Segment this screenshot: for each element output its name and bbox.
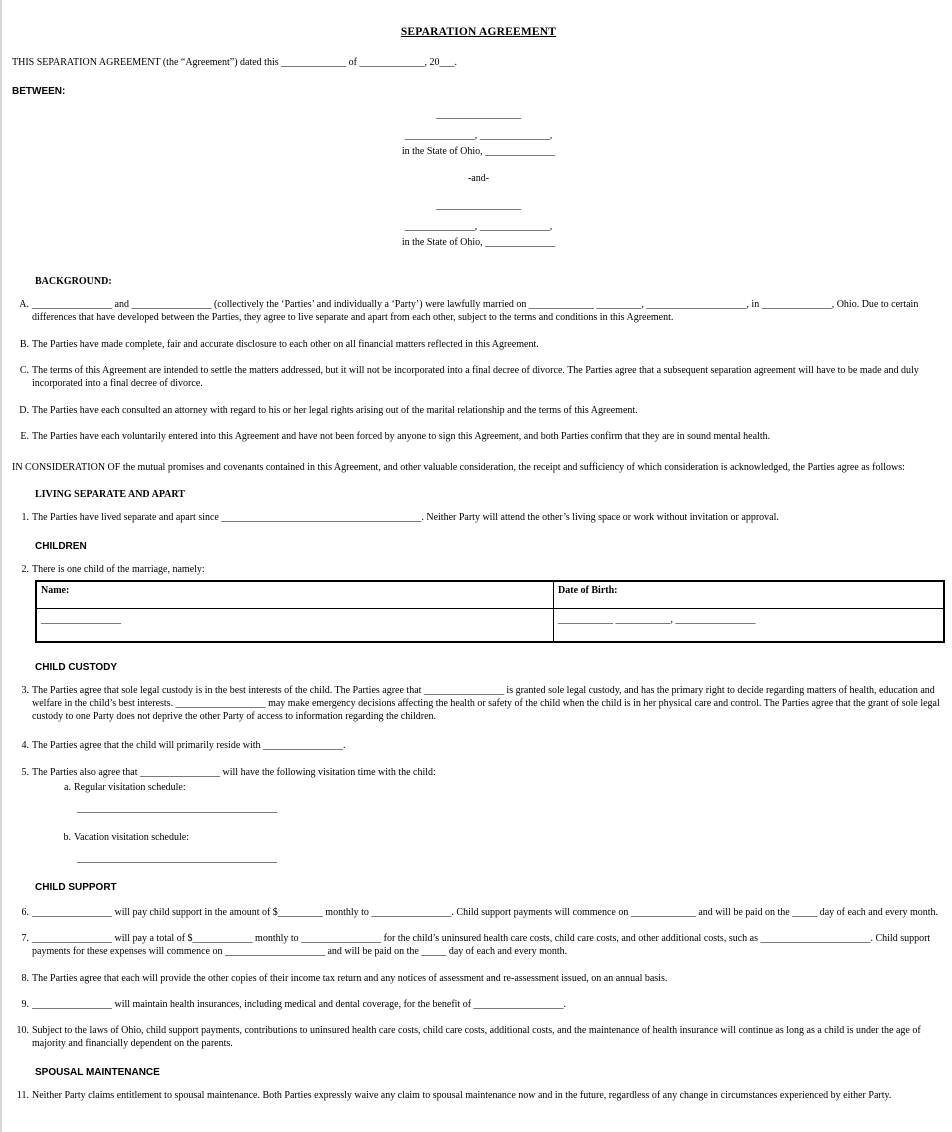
children-table	[35, 580, 945, 643]
vacation-visitation-blank: ________________________________________	[77, 852, 277, 864]
item-text: Vacation visitation schedule:	[74, 831, 189, 843]
name-column-header: Name:	[36, 581, 554, 609]
background-item-a	[19, 298, 945, 324]
item-marker: C.	[19, 364, 29, 376]
item-text: ________________ will maintain health insurances, including medical and dental coverage, for the benefit of __________________.	[32, 998, 567, 1010]
item-5b	[63, 831, 945, 844]
dob-column-header: Date of Birth:	[554, 581, 944, 609]
item-marker: A.	[19, 298, 29, 310]
item-8	[21, 972, 945, 985]
item-7	[21, 932, 945, 958]
party-block-1	[12, 108, 945, 249]
child-dob-blank: ___________ ___________, ________________	[554, 608, 944, 642]
item-text: Subject to the laws of Ohio, child support payments, contributions to uninsured health care costs, child care costs, additional costs, and the maintenance of health insurance will continue as long as a child is under the age of majority and financially dependent on the parents.	[32, 1024, 921, 1049]
party1-state-line: in the State of Ohio, ______________	[401, 145, 556, 157]
consideration-paragraph: IN CONSIDERATION OF the mutual promises and covenants contained in this Agreement, and other valuable consideration, the receipt and sufficiency of which consideration is acknowledged, the Parties agree as follows:	[12, 461, 905, 473]
background-item-b	[19, 338, 945, 351]
item-text: The Parties have made complete, fair and accurate disclosure to each other on all financial matters reflected in this Agreement.	[32, 338, 539, 350]
item-marker: 3.	[21, 684, 29, 696]
between-label: BETWEEN:	[12, 85, 66, 97]
spousal-heading: SPOUSAL MAINTENANCE	[35, 1066, 160, 1078]
child-name-blank: ________________	[36, 608, 554, 642]
item-10	[16, 1024, 945, 1050]
background-heading: BACKGROUND:	[35, 275, 112, 287]
item-marker: 9.	[21, 998, 29, 1010]
item-text: The Parties agree that each will provide the other copies of their income tax return and any notices of assessment and re-assessment issued, on an annual basis.	[32, 972, 668, 984]
background-item-c	[19, 364, 945, 390]
party1-city-blank: ______________, ______________,	[404, 129, 553, 141]
item-text: The Parties have lived separate and apart since ________________________________________. Neither Party will attend the other’s living space or work without invitation or approval.	[32, 511, 779, 523]
item-marker: 4.	[21, 739, 29, 751]
item-text: ________________ will pay a total of $____________ monthly to ________________ for the child’s uninsured health care costs, child care costs, and other additional costs, such as ______________________. Child support payments for these expenses will commence on ____________________ and will be paid on the _____ day of each and every month.	[32, 932, 931, 957]
item-text: The Parties have each consulted an attorney with regard to his or her legal rights arising out of the marital relationship and the terms of this Agreement.	[32, 404, 638, 416]
party2-state-line: in the State of Ohio, ______________	[401, 236, 556, 248]
regular-visitation-blank: ________________________________________	[77, 802, 277, 814]
item-text: The Parties also agree that ________________ will have the following visitation time with the child:	[32, 766, 436, 778]
living-heading: LIVING SEPARATE AND APART	[35, 488, 185, 500]
item-marker: 10.	[16, 1024, 29, 1036]
item-6	[21, 906, 945, 919]
party2-name-blank: _________________	[436, 199, 521, 211]
item-4	[21, 739, 945, 752]
support-heading: CHILD SUPPORT	[35, 881, 117, 893]
item-marker: E.	[20, 430, 29, 442]
custody-heading: CHILD CUSTODY	[35, 661, 118, 673]
table-row	[36, 608, 944, 642]
item-text: ________________ will pay child support in the amount of $_________ monthly to ________________. Child support payments will commence on _____________ and will be paid on the _____ day of each and every month.	[32, 906, 938, 918]
item-marker: B.	[19, 338, 29, 350]
item-text: Neither Party claims entitlement to spousal maintenance. Both Parties expressly waive any claim to spousal maintenance now and in the future, regardless of any change in circumstances experienced by either Party.	[32, 1089, 892, 1101]
item-5a	[64, 781, 945, 794]
item-marker: 1.	[21, 511, 29, 523]
item-marker: 7.	[21, 932, 29, 944]
item-text: ________________ and ________________ (collectively the ‘Parties’ and individually a ‘Party’) were lawfully married on _____________ _________, ____________________, in ______________, Ohio. Due to certain differences that have developed between the Parties, they agree to live separate and apart from each other, subject to the terms and conditions in this Agreement.	[32, 298, 919, 323]
item-text: The Parties agree that the child will primarily reside with ________________.	[32, 739, 346, 751]
item-marker: 8.	[21, 972, 29, 984]
item-9	[21, 998, 945, 1011]
item-marker: a.	[64, 781, 71, 793]
item-text: The Parties have each voluntarily entered into this Agreement and have not been forced by anyone to sign this Agreement, and both Parties confirm that they are in sound mental health.	[32, 430, 771, 442]
page-title: SEPARATION AGREEMENT	[400, 26, 557, 38]
background-item-d	[19, 404, 945, 417]
item-3	[21, 684, 945, 723]
item-2	[21, 563, 945, 576]
party1-name-blank: _________________	[436, 108, 521, 120]
table-header-row	[36, 581, 944, 609]
document-page	[2, 0, 952, 1132]
children-heading: CHILDREN	[35, 540, 87, 552]
item-marker: D.	[19, 404, 29, 416]
item-marker: b.	[63, 831, 71, 843]
item-5	[21, 766, 945, 779]
item-text: The terms of this Agreement are intended to settle the matters addressed, but it will not be incorporated into a final decree of divorce. The Parties agree that a subsequent separation agreement will have to be made and duly incorporated into a final decree of divorce.	[32, 364, 919, 389]
item-marker: 6.	[21, 906, 29, 918]
item-text: There is one child of the marriage, namely:	[32, 563, 205, 575]
background-item-e	[20, 430, 945, 443]
item-text: Regular visitation schedule:	[74, 781, 186, 793]
intro-paragraph: THIS SEPARATION AGREEMENT (the “Agreement”) dated this _____________ of _____________, 20___.	[12, 56, 457, 68]
party2-city-blank: ______________, ______________,	[404, 220, 553, 232]
item-marker: 2.	[21, 563, 29, 575]
item-text: The Parties agree that sole legal custody is in the best interests of the child. The Parties agree that ________________ is granted sole legal custody, and has the primary right to decide regarding matters of health, education and welfare in the child’s best interests. __________________ may make emergency decisions affecting the health or safety of the child when the child is in her physical care and control. The Parties agree that the grant of sole legal custody to one Party does not deprive the other Party of access to information regarding the children.	[32, 684, 940, 722]
item-marker: 11.	[16, 1089, 29, 1101]
item-1	[21, 511, 945, 524]
and-separator: -and-	[467, 172, 490, 184]
item-11	[16, 1089, 945, 1102]
item-marker: 5.	[21, 766, 29, 778]
